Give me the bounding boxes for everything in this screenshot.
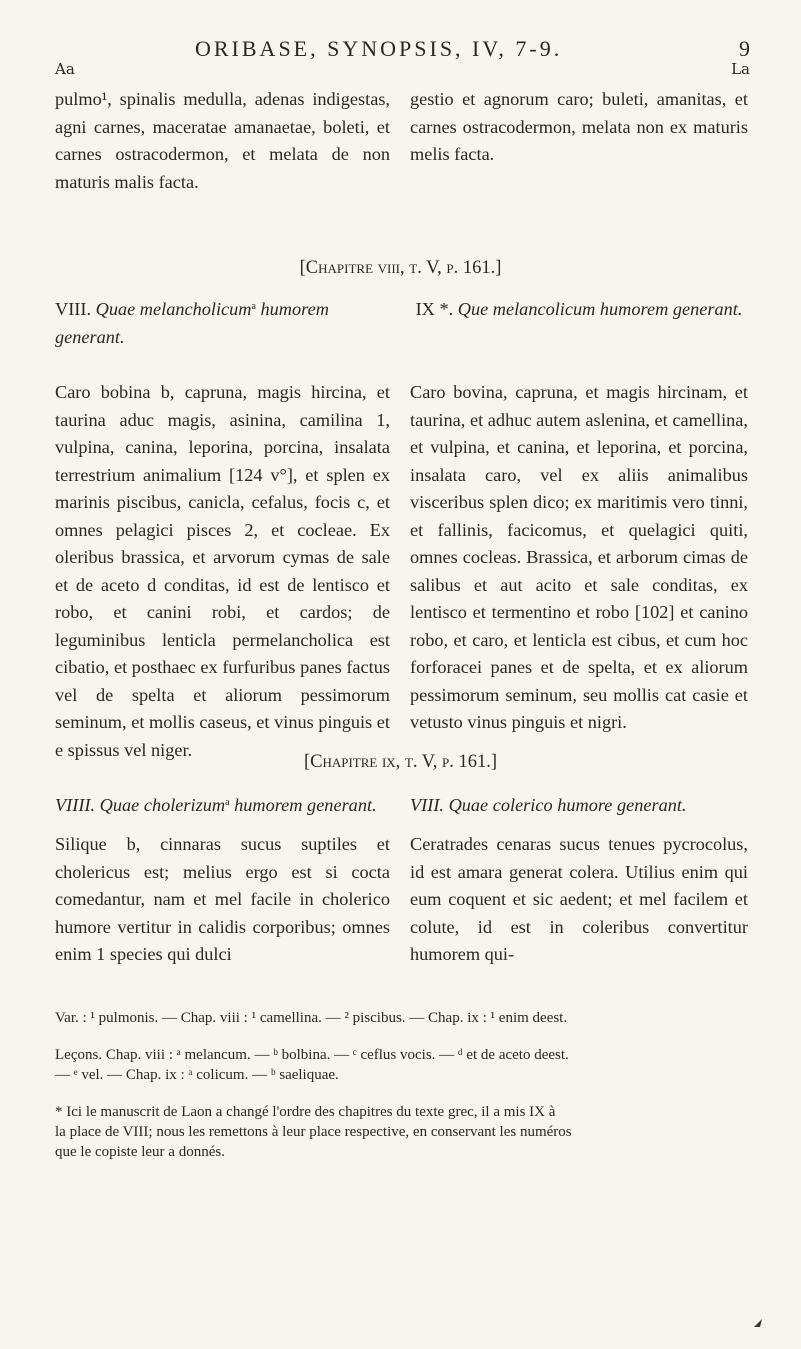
intro-right-text: gestio et agnorum caro; buleti, amanitas, et carnes ostracodermon, melata non ex maturis melis facta. (410, 89, 748, 164)
chapter-9-right-text: Ceratrades cenaras sucus tenues pycrocolus, id est amara generat colera. Utilius enim qui eum coquent et sic aedent; et mel facilem et colute, id est in coleribus convertitur humorem qui- (410, 834, 748, 964)
chapter-8-left-title (55, 296, 390, 351)
chapter-9-heading: [Chapitre ix, t. V, p. 161.] (303, 752, 498, 772)
chapter-9-left-title-text: VIIII. Quae cholerizum (55, 795, 226, 815)
footnote-line-2: la place de VIII; nous les remettons à leur place respective, en conservant les numéros (55, 1124, 572, 1140)
chapter-8-left-text: Caro bobina b, capruna, magis hircina, et taurina aduc magis, asinina, camilina 1, vulpina, canina, leporina, porcina, insalata terrestrium animalium [124 v°], et splen ex marinis piscibus, canicla, cefalus, focis c, et omnes pelagici pisces 2, et cocleae. Ex oleribus brassica, et arvorum cymas de sale et de aceto d conditas, id est de lentisco et robo, et canini robi, et cardos; de leguminibus lenticla permelancholica est cibatio, et posthaec ex furfuribus panes factus vel de spelta et aliorum pessimorum seminum, et mollis caseus, et vinus pinguis et e spissus vel niger. (55, 382, 390, 760)
running-header (55, 36, 750, 76)
margin-siglum-left: Aa (55, 60, 75, 78)
chapter-9-left-title-rest: humorem generant. (234, 795, 377, 815)
page-number: 9 (739, 36, 750, 61)
intro-left-text: pulmo¹, spinalis medulla, adenas indigestas, agni carnes, maceratae amanaetae, boleti, et carnes ostracodermon, et melata de non maturis malis facta. (55, 89, 390, 192)
chapter-8-left-title-sup: a (251, 301, 256, 312)
chapter-9-left-text: Silique b, cinnaras sucus suptiles et cholericus est; melius ergo est si cocta comedantur, nam et mel facile in cholerico humore vertitur in calidis corporibus; omnes enim 1 species qui dulci (55, 834, 390, 964)
chapter-8-heading: [Chapitre viii, t. V, p. 161.] (299, 258, 502, 278)
chapter-8-left-title-rest: humorem generant. (55, 299, 329, 347)
running-title: ORIBASE, SYNOPSIS, IV, 7-9. (195, 36, 563, 61)
chapter-8-right-title-text: Que melancolicum humorem generant. (457, 299, 743, 319)
variants-line: Var. : ¹ pulmonis. — Chap. viii : ¹ camellina. — ² piscibus. — Chap. ix : ¹ enim deest. (55, 1010, 568, 1026)
chapter-8-left-title-text: Quae melancholicum (95, 299, 252, 319)
chapter-8-right-title (410, 296, 748, 324)
footnote-line-1: * Ici le manuscrit de Laon a changé l'ordre des chapitres du texte grec, il a mis IX à (55, 1104, 556, 1120)
apparatus-notes (55, 1008, 750, 1162)
footnote-line-3: que le copiste leur a donnés. (55, 1144, 225, 1160)
scan-speck-mark (754, 1312, 762, 1320)
lecons-line-2: — ᵉ vel. — Chap. ix : ᵃ colicum. — ᵇ saeliquae. (55, 1067, 339, 1083)
lecons-line-1: Leçons. Chap. viii : ᵃ melancum. — ᵇ bolbina. — ᶜ ceflus vocis. — ᵈ et de aceto deest. (55, 1047, 569, 1063)
chapter-9-left-title-sup: a (225, 797, 230, 808)
chapter-8-right-title-num: IX *. (415, 299, 454, 319)
chapter-8-right-text: Caro bovina, capruna, et magis hircinam, et taurina, et adhuc autem aslenina, et camellina, et vulpina, et canina, et leporina, et porcina, insalata caro, vel ex aliis animalibus visceribus splen dico; ex maritimis vero tinni, et fallinis, facicomus, et quelagici quiti, omnes cocleas. Brassica, et arborum cimas de salibus et aut acito et sale conditas, ex lentisco et termentino et robo [102] et canino robo, et caro, et lenticla est cibus, et cum hoc forforacei panes et de spelta, et ex aliorum pessimorum seminum, seu mollis cat casie et vetusto vinus pinguis et nigri. (410, 382, 748, 732)
chapter-9-right-title (410, 792, 748, 820)
chapter-9-right-title-text: VIII. Quae colerico humore generant. (410, 795, 687, 815)
chapter-9-left-title (55, 792, 395, 820)
chapter-8-left-title-num: VIII. (55, 299, 92, 319)
margin-siglum-right: La (731, 60, 750, 78)
